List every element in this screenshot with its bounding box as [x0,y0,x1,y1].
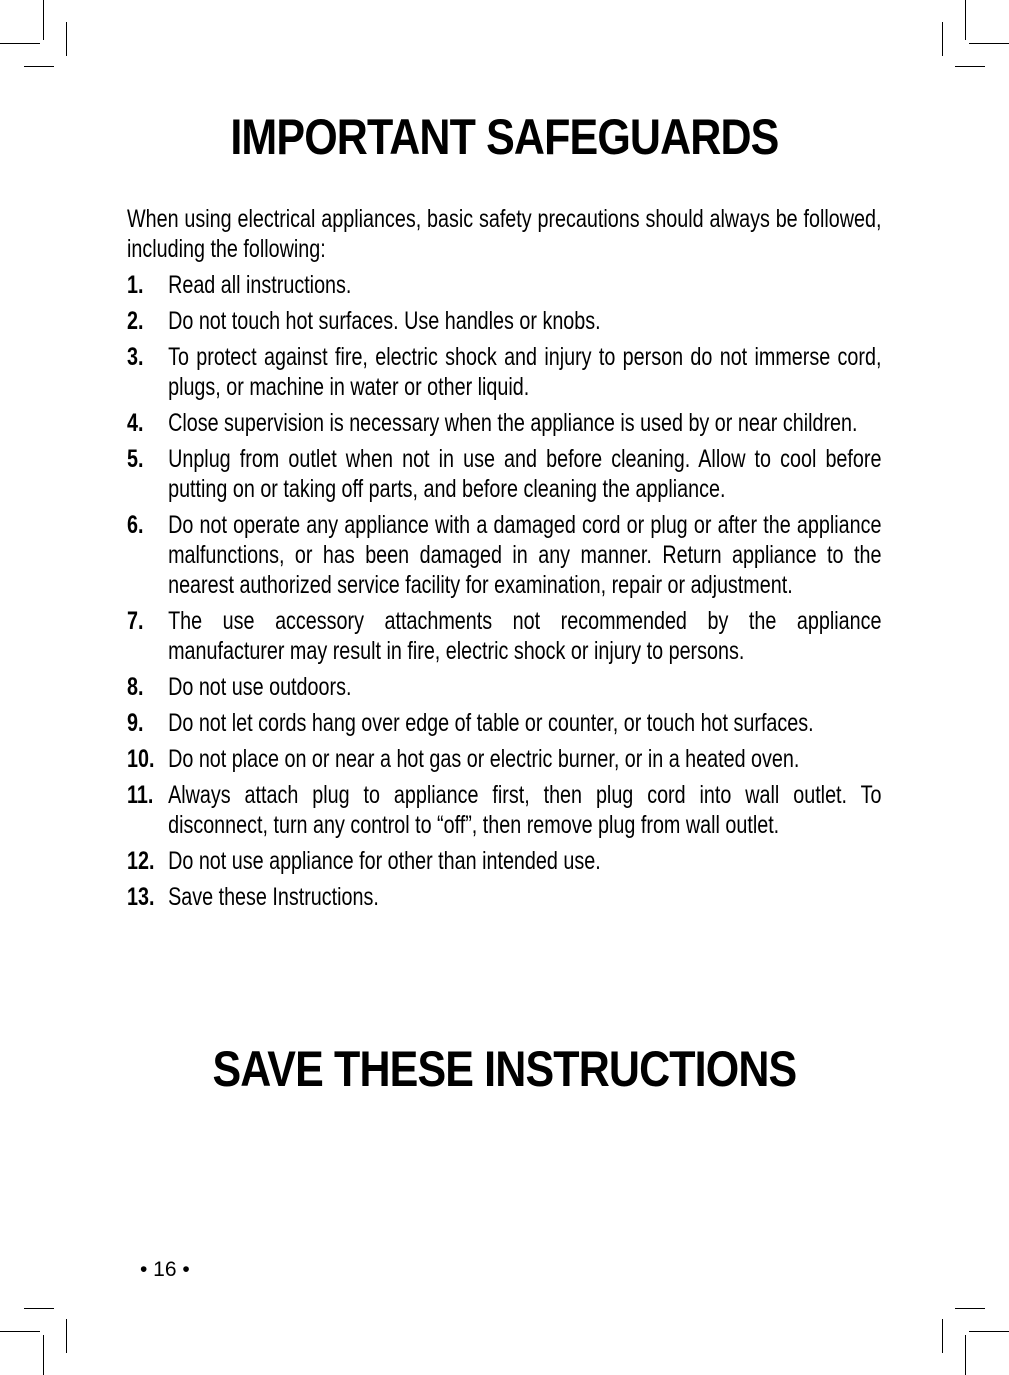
closing-title: SAVE THESE INSTRUCTIONS [212,1041,797,1097]
crop-mark [965,1335,966,1375]
item-text: Save these Instructions. [168,883,379,911]
item-text: The use accessory attachments not recommended by the appliance manufacturer may result in fire, electric shock or injury to persons. [168,607,882,665]
item-number: 13. [127,883,155,911]
item-number: 3. [127,343,144,371]
item-text: Do not touch hot surfaces. Use handles or knobs. [168,307,601,335]
crop-mark [43,0,44,40]
list-item [127,270,881,300]
item-text: Unplug from outlet when not in use and before cleaning. Allow to cool before putting on or taking off parts, and before cleaning the appliance. [168,445,882,503]
intro-paragraph: When using electrical appliances, basic safety precautions should always be followed, including the following: [127,205,882,263]
crop-mark [0,1331,40,1332]
item-text: Always attach plug to appliance first, then plug cord into wall outlet. To disconnect, turn any control to “off”, then remove plug from wall outlet. [168,781,882,839]
list-item [127,606,881,666]
crop-mark [43,1335,44,1375]
page-number: • 16 • [140,1258,190,1281]
list-item [127,444,881,504]
list-item [127,672,881,702]
crop-mark [942,22,943,56]
item-text: Do not let cords hang over edge of table or counter, or touch hot surfaces. [168,709,814,737]
crop-mark [955,1308,985,1309]
crop-mark [955,66,985,67]
list-item [127,306,881,336]
item-text: Close supervision is necessary when the appliance is used by or near children. [168,409,858,437]
item-text: To protect against fire, electric shock and injury to person do not immerse cord, plugs, or machine in water or other liquid. [168,343,882,401]
page-title: IMPORTANT SAFEGUARDS [230,109,779,165]
list-item [127,342,881,402]
crop-mark [66,1319,67,1353]
item-text: Do not use appliance for other than intended use. [168,847,601,875]
crop-mark [942,1319,943,1353]
item-number: 8. [127,673,144,701]
item-number: 6. [127,511,144,539]
crop-mark [66,22,67,56]
item-number: 5. [127,445,144,473]
list-item [127,708,881,738]
item-number: 2. [127,307,144,335]
item-number: 12. [127,847,155,875]
list-item [127,846,881,876]
crop-mark [965,0,966,40]
list-item [127,408,881,438]
item-number: 4. [127,409,144,437]
item-number: 7. [127,607,144,635]
list-item [127,882,881,912]
list-item [127,780,881,840]
item-number: 1. [127,271,144,299]
crop-mark [969,1331,1009,1332]
crop-mark [24,1308,54,1309]
safeguards-content [127,204,882,918]
safeguards-list [127,270,881,912]
item-number: 11. [127,781,154,809]
item-text: Do not operate any appliance with a damaged cord or plug or after the appliance malfunctions, or has been damaged in any manner. Return appliance to the nearest authorized service facility for examination, repair or adjustment. [168,511,882,599]
item-number: 9. [127,709,144,737]
item-text: Do not use outdoors. [168,673,352,701]
item-number: 10. [127,745,155,773]
list-item [127,510,881,600]
item-text: Read all instructions. [168,271,352,299]
crop-mark [24,66,54,67]
crop-mark [969,43,1009,44]
list-item [127,744,881,774]
item-text: Do not place on or near a hot gas or electric burner, or in a heated oven. [168,745,800,773]
crop-mark [0,43,40,44]
